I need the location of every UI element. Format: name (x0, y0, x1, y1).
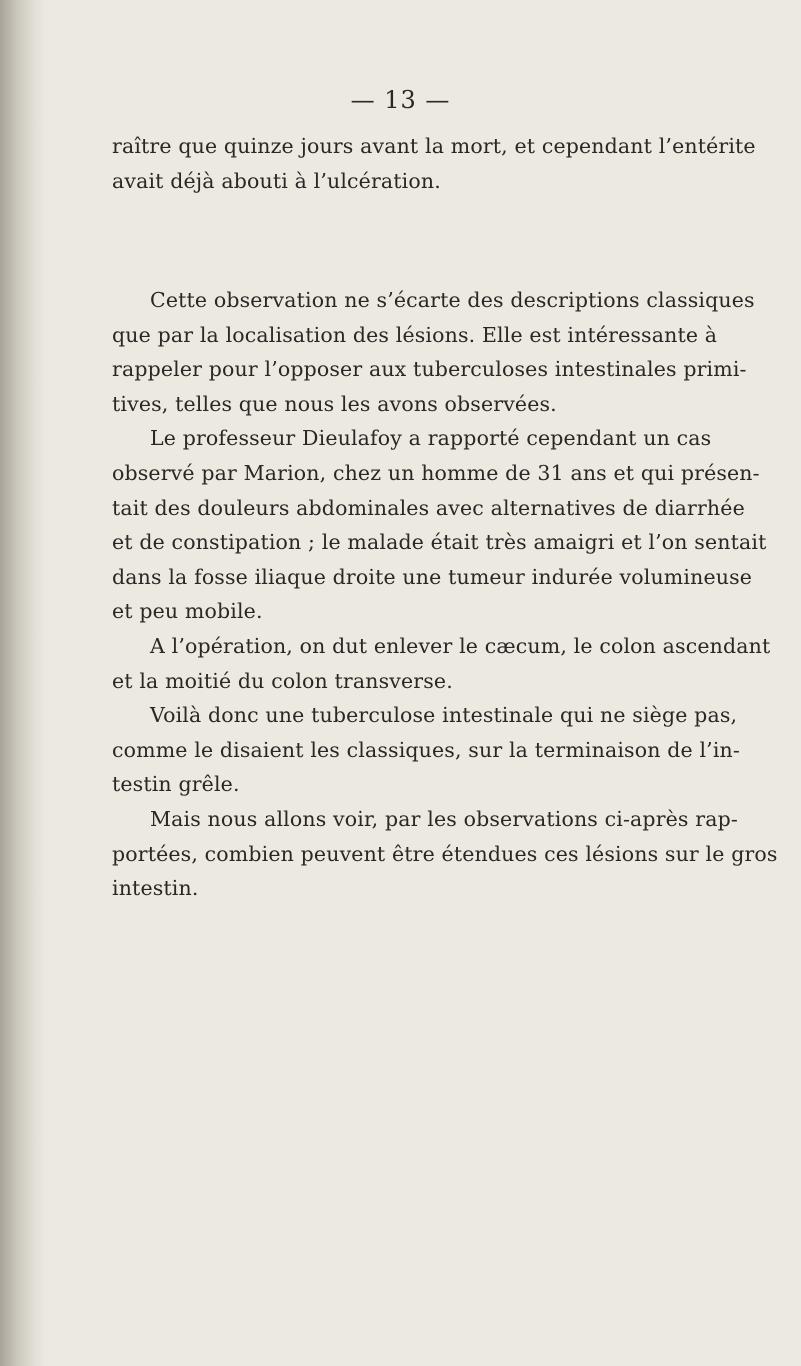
scan-edge-shadow (0, 0, 46, 1366)
text-line: Le professeur Dieulafoy a rapporté cependant un cas (150, 426, 712, 451)
text-line: A l’opération, on dut enlever le cæcum, le colon ascendant (150, 633, 771, 658)
text-line: dans la fosse iliaque droite une tumeur indurée volumineuse (112, 564, 753, 589)
text-line: observé par Marion, chez un homme de 31 ans et qui présen- (112, 460, 760, 485)
paragraph-4 (112, 698, 740, 802)
paragraph-3 (112, 629, 771, 698)
text-line: rappeler pour l’opposer aux tuberculoses intestinales primi- (112, 357, 747, 382)
text-line: avait déjà abouti à l’ulcération. (112, 168, 441, 193)
text-line: portées, combien peuvent être étendues ces lésions sur le gros (112, 841, 778, 866)
text-line: Cette observation ne s’écarte des descriptions classiques (150, 288, 755, 312)
text-line: et de constipation ; le malade était très amaigri et l’on sentait (112, 530, 767, 555)
text-line: que par la localisation des lésions. Elle est intéressante à (112, 322, 718, 347)
text-line: raître que quinze jours avant la mort, et cependant l’entérite (112, 134, 756, 158)
text-line: comme le disaient les classiques, sur la terminaison de l’in- (112, 737, 740, 762)
continuation-paragraph (112, 129, 756, 198)
paragraph-5 (112, 802, 778, 906)
paragraph-1 (112, 283, 755, 421)
text-line: tait des douleurs abdominales avec alternatives de diarrhée (112, 495, 745, 520)
text-line: testin grêle. (112, 772, 240, 797)
text-line: et peu mobile. (112, 599, 263, 624)
text-line: et la moitié du colon transverse. (112, 668, 453, 693)
paragraph-2 (112, 421, 767, 629)
page-number: — 13 — (350, 86, 451, 114)
text-line: Mais nous allons voir, par les observations ci-après rap- (150, 806, 738, 831)
text-line: intestin. (112, 876, 199, 901)
text-line: Voilà donc une tuberculose intestinale qui ne siège pas, (150, 703, 738, 728)
text-line: tives, telles que nous les avons observées. (112, 391, 557, 416)
body-text (112, 283, 778, 906)
